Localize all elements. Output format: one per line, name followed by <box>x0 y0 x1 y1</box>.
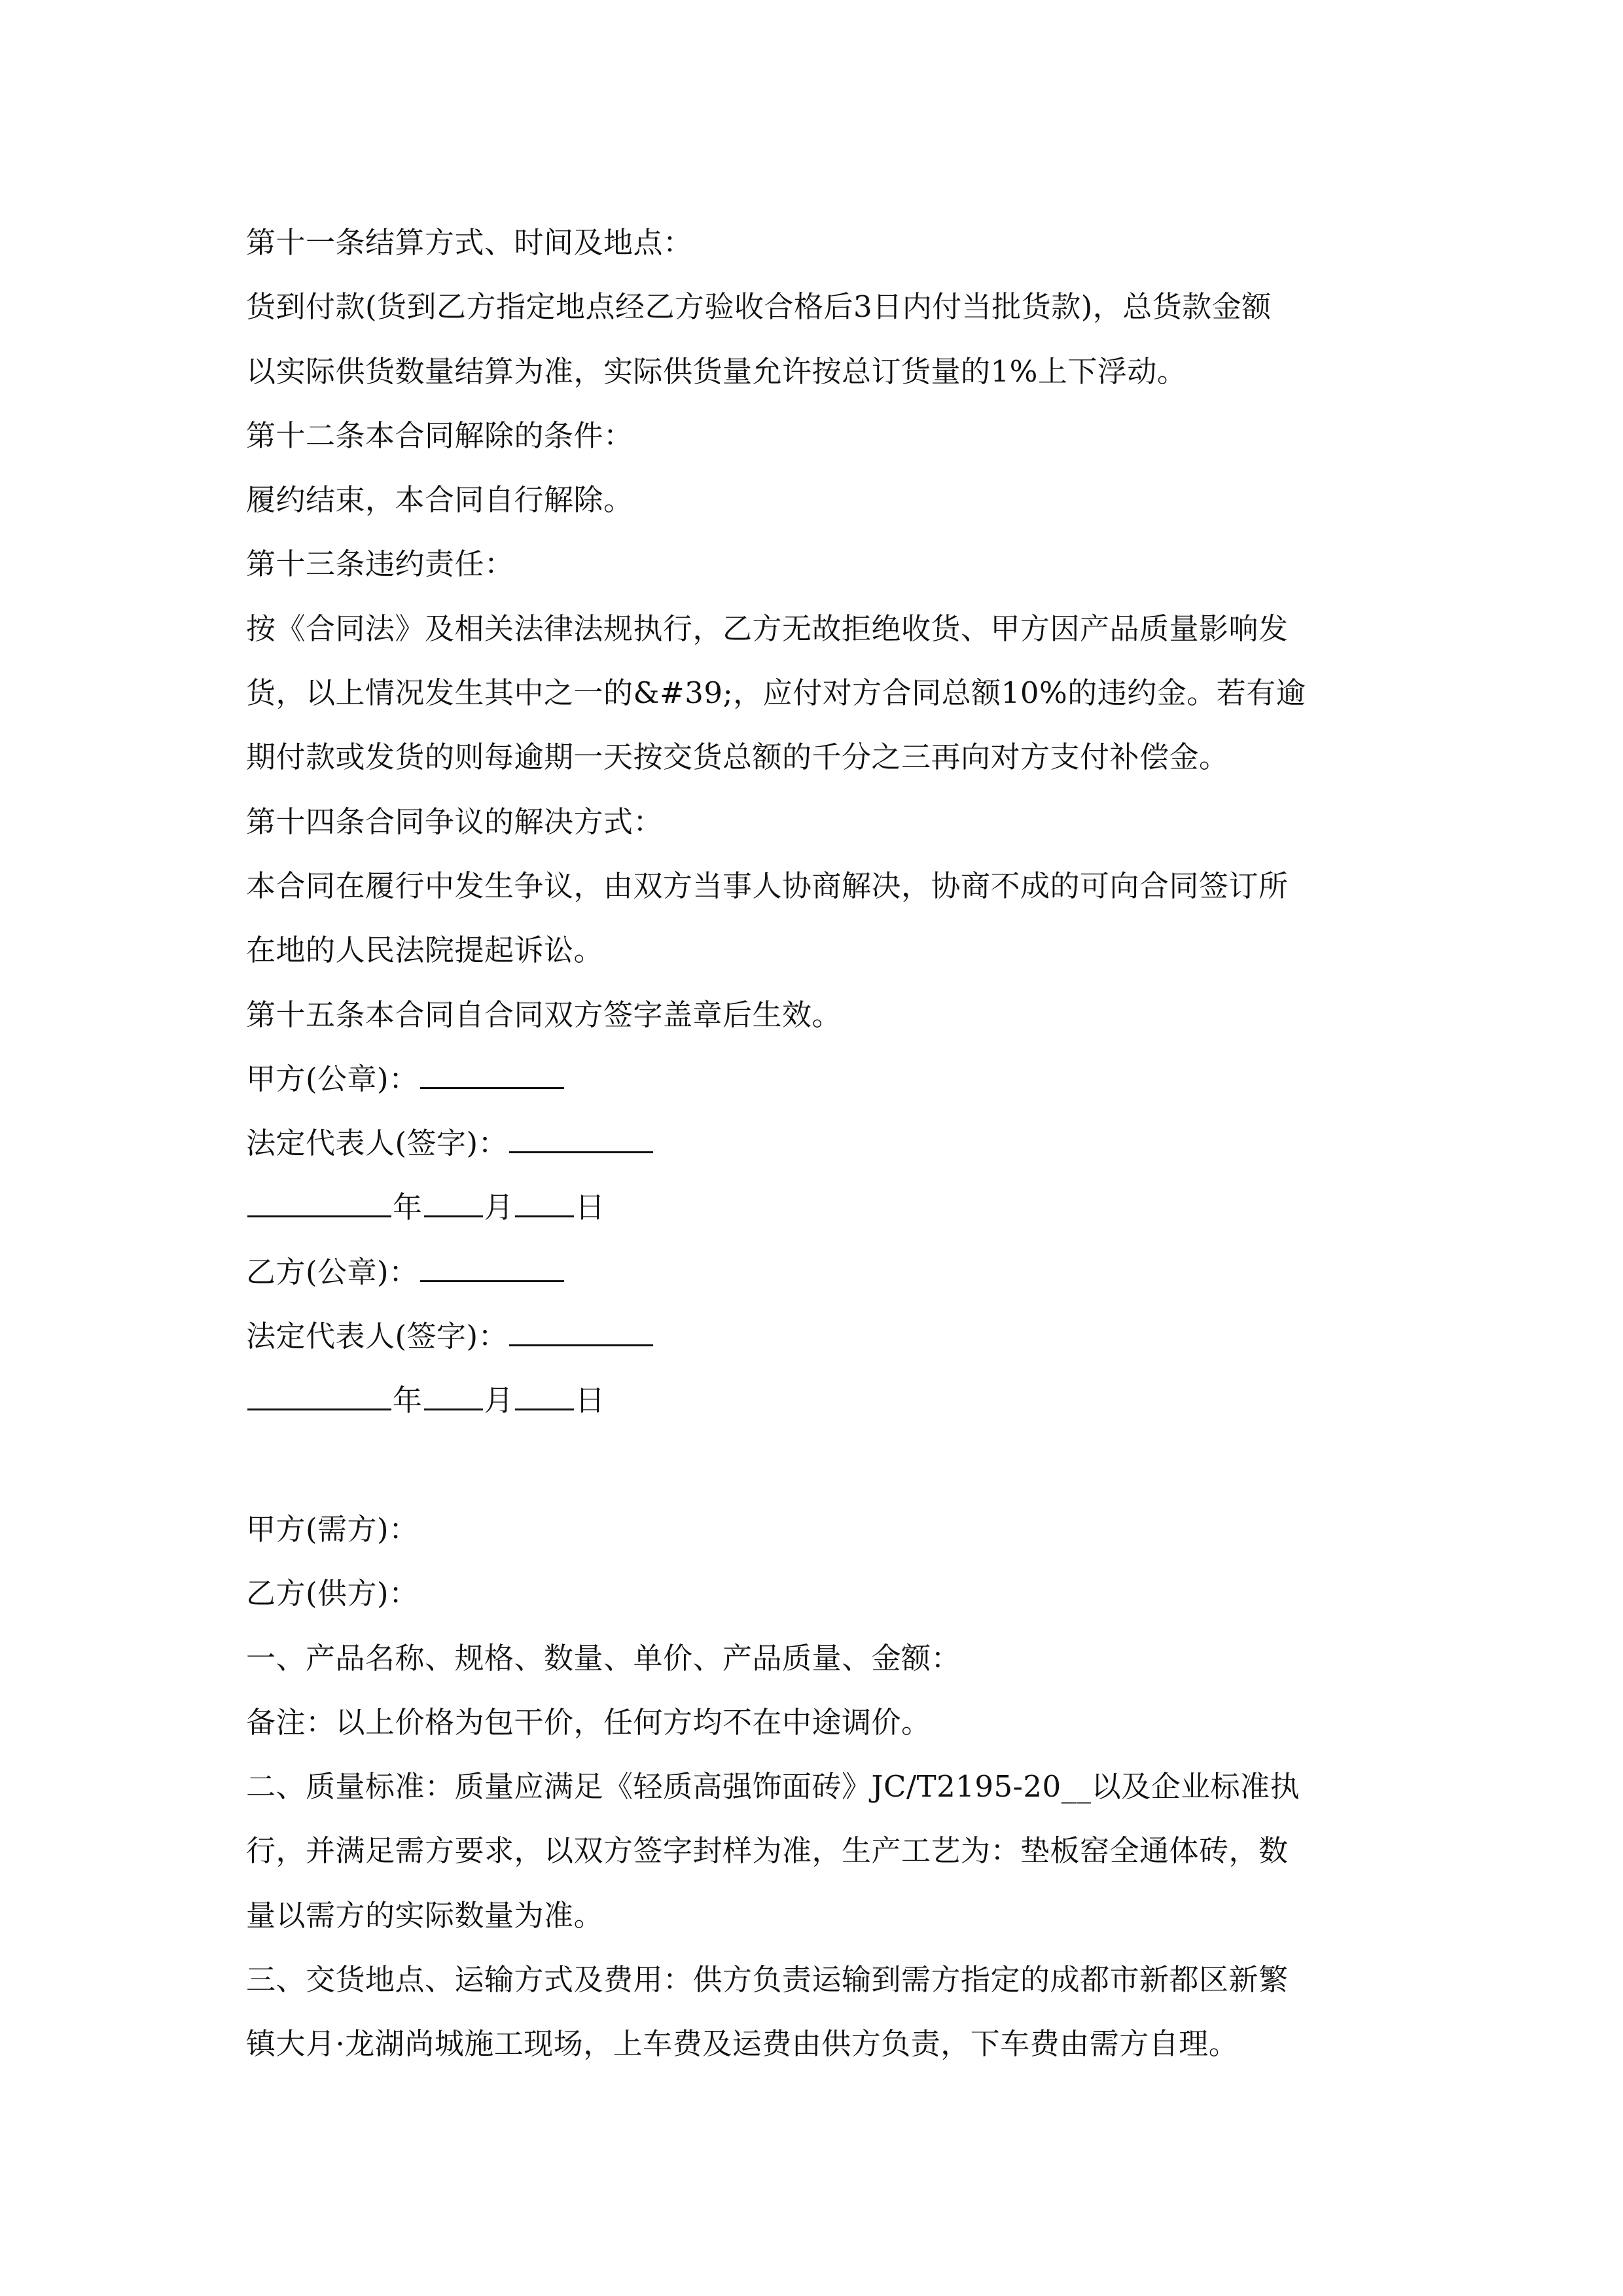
article-11-text-line: 货到付款(货到乙方指定地点经乙方验收合格后3日内付当批货款)，总货款金额 <box>246 289 1272 325</box>
year-label: 年 <box>393 1190 423 1225</box>
party-b-seal-line <box>246 1240 1385 1304</box>
day-label: 日 <box>575 1190 605 1225</box>
article-14-text-line: 在地的人民法院提起诉讼。 <box>246 933 604 968</box>
month-blank <box>424 1386 483 1410</box>
article-13-text-line: 期付款或发货的则每逾期一天按交货总额的千分之三再向对方支付补偿金。 <box>246 740 1229 775</box>
price-note: 备注：以上价格为包干价，任何方均不在中途调价。 <box>246 1704 931 1740</box>
month-label: 月 <box>484 1190 514 1225</box>
party-b-seal-label: 乙方(公章)： <box>246 1254 419 1289</box>
buyer-party-line: 甲方(需方)： <box>246 1511 419 1547</box>
party-b-rep-label: 法定代表人(签字)： <box>246 1319 508 1354</box>
article-14-heading: 第十四条合同争议的解决方式： <box>246 804 664 839</box>
party-b-seal-blank <box>420 1258 564 1282</box>
party-b-rep-line <box>246 1304 1385 1369</box>
section-3-text-line: 镇大月·龙湖尚城施工现场，上车费及运费由供方负责，下车费由需方自理。 <box>246 2026 1239 2062</box>
year-label: 年 <box>393 1383 423 1418</box>
document-body <box>246 211 1385 2077</box>
party-a-seal-label: 甲方(公章)： <box>246 1061 419 1096</box>
year-blank <box>247 1193 391 1217</box>
section-1-heading: 一、产品名称、规格、数量、单价、产品质量、金额： <box>246 1640 961 1676</box>
month-blank <box>424 1193 483 1217</box>
month-label: 月 <box>484 1383 514 1418</box>
party-b-rep-blank <box>509 1322 653 1346</box>
supplier-party-line: 乙方(供方)： <box>246 1576 419 1611</box>
party-a-rep-blank <box>509 1129 653 1153</box>
section-2-text-line: 行，并满足需方要求，以双方签字封样为准，生产工艺为：垫板窑全通体砖，数 <box>246 1833 1289 1869</box>
party-a-seal-line <box>246 1047 1385 1111</box>
section-2-text-line: 二、质量标准：质量应满足《轻质高强饰面砖》JC/T2195-20__以及企业标准执 <box>246 1769 1300 1804</box>
article-11-text-line: 以实际供货数量结算为准，实际供货量允许按总订货量的1%上下浮动。 <box>246 353 1187 389</box>
day-blank <box>515 1386 574 1410</box>
party-a-rep-line <box>246 1111 1385 1175</box>
day-label: 日 <box>575 1383 605 1418</box>
day-blank <box>515 1193 574 1217</box>
year-blank <box>247 1386 391 1410</box>
article-12-heading: 第十二条本合同解除的条件： <box>246 418 633 453</box>
section-3-text-line: 三、交货地点、运输方式及费用：供方负责运输到需方指定的成都市新都区新繁 <box>246 1962 1289 1998</box>
party-a-rep-label: 法定代表人(签字)： <box>246 1126 508 1161</box>
section-2-text-line: 量以需方的实际数量为准。 <box>246 1897 604 1933</box>
article-13-heading: 第十三条违约责任： <box>246 547 514 582</box>
party-a-date-line <box>246 1175 1385 1240</box>
article-13-text-line: 按《合同法》及相关法律法规执行，乙方无故拒绝收货、甲方因产品质量影响发 <box>246 611 1289 646</box>
article-11-heading: 第十一条结算方式、时间及地点： <box>246 225 693 260</box>
party-a-seal-blank <box>420 1065 564 1089</box>
article-14-text-line: 本合同在履行中发生争议，由双方当事人协商解决，协商不成的可向合同签订所 <box>246 868 1289 903</box>
section-spacer <box>246 1433 1385 1498</box>
article-12-text-line: 履约结束，本合同自行解除。 <box>246 482 633 518</box>
article-15-heading: 第十五条本合同自合同双方签字盖章后生效。 <box>246 997 842 1032</box>
article-13-text-line: 货，以上情况发生其中之一的&#39;，应付对方合同总额10%的违约金。若有逾 <box>246 675 1306 711</box>
party-b-date-line <box>246 1369 1385 1433</box>
